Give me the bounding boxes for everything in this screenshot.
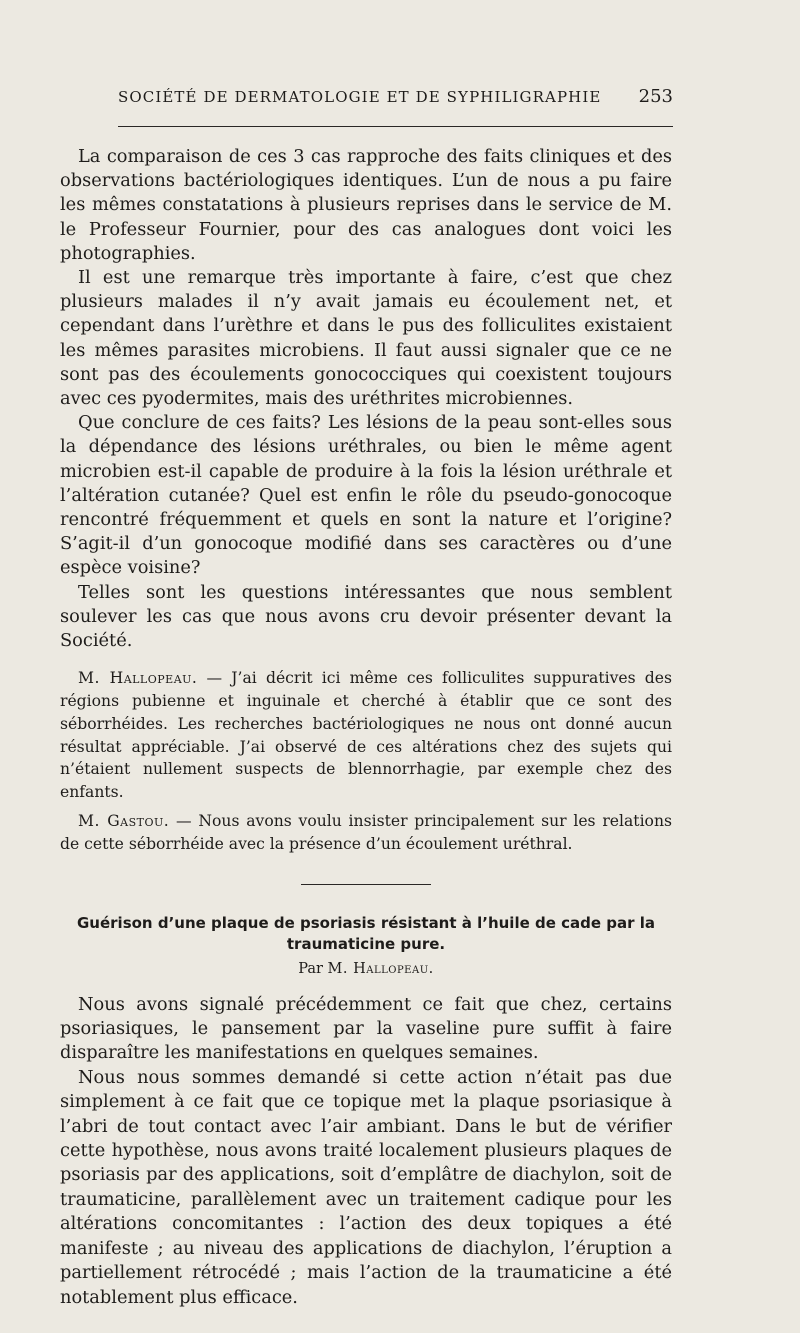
running-header-title: SOCIÉTÉ DE DERMATOLOGIE ET DE SYPHILIGRAPHIE (118, 88, 602, 106)
header-rule (118, 126, 673, 127)
remark-text: — J’ai décrit ici même ces folliculites suppuratives des régions pubienne et inguinale et cherché à établir que ce sont des séborrhéides. Les recherches bactériologiques ne nous ont donné aucun résultat appréciable. J’ai observé de ces altérations chez des sujets qui n’étaient nullement suspects de blennorrhagie, par exemple chez des enfants. (60, 669, 672, 802)
byline-prefix: Par (298, 960, 323, 977)
article-byline (60, 961, 672, 977)
page-body (60, 145, 672, 1310)
remark-text: — Nous avons voulu insister principalement sur les relations de cette séborrhéide avec la présence d’un écoulement uréthral. (60, 812, 672, 853)
byline-author: M. Hallopeau. (327, 960, 434, 977)
speaker-name: M. Gastou. (78, 812, 170, 831)
article (60, 913, 672, 1310)
discussion-remark (60, 810, 672, 856)
article-title: Guérison d’une plaque de psoriasis résistant à l’huile de cade par la traumaticine pure. (77, 913, 655, 953)
paragraph: Il est une remarque très importante à faire, c’est que chez plusieurs malades il n’y avait jamais eu écoulement net, et cependant dans l’urèthre et dans le pus des folliculites existaient les mêmes parasites microbiens. Il faut aussi signaler que ce ne sont pas des écoulements gonococciques qui coexistent toujours avec ces pyodermites, mais des uréthrites microbiennes. (60, 267, 672, 410)
discussion-remark (60, 667, 672, 804)
paragraph: La comparaison de ces 3 cas rapproche des faits cliniques et des observations bactériologiques identiques. L’un de nous a pu faire les mêmes constatations à plusieurs reprises dans le service de M. le Professeur Fournier, pour des cas analogues dont voici les photographies. (60, 146, 672, 264)
page-number: 253 (638, 86, 673, 107)
paragraph: Que conclure de ces faits? Les lésions de la peau sont-elles sous la dépendance des lésions uréthrales, ou bien le même agent microbien est-il capable de produire à la fois la lésion uréthrale et l’altération cutanée? Quel est enfin le rôle du pseudo-gonocoque rencontré fréquemment et quels en sont la nature et l’origine? S’agit-il d’un gonocoque modifié dans ses caractères ou d’une espèce voisine? (60, 412, 672, 579)
paragraph: Nous avons signalé précédemment ce fait que chez, certains psoriasiques, le pansement par la vaseline pure suffit à faire disparaître les manifestations en quelques semaines. (60, 993, 672, 1064)
paragraph: Telles sont les questions intéressantes que nous semblent soulever les cas que nous avons cru devoir présenter devant la Société. (60, 581, 672, 652)
paragraph: Nous nous sommes demandé si cette action n’était pas due simplement à ce fait que ce topique met la plaque psoriasique à l’abri de tout contact avec l’air ambiant. Dans le but de vérifier cette hypothèse, nous avons traité localement plusieurs plaques de psoriasis par des applications, soit d’emplâtre de diachylon, soit de traumaticine, parallèlement avec un traitement cadique pour les altérations concomitantes : l’action des deux topiques a été manifeste ; au niveau des applications de diachylon, l’éruption a partiellement rétrocédé ; mais l’action de la traumaticine a été notablement plus efficace. (60, 1066, 672, 1308)
speaker-name: M. Hallopeau. (78, 669, 198, 688)
discussion (60, 667, 672, 855)
section-separator (301, 884, 431, 885)
main-text (60, 145, 672, 653)
